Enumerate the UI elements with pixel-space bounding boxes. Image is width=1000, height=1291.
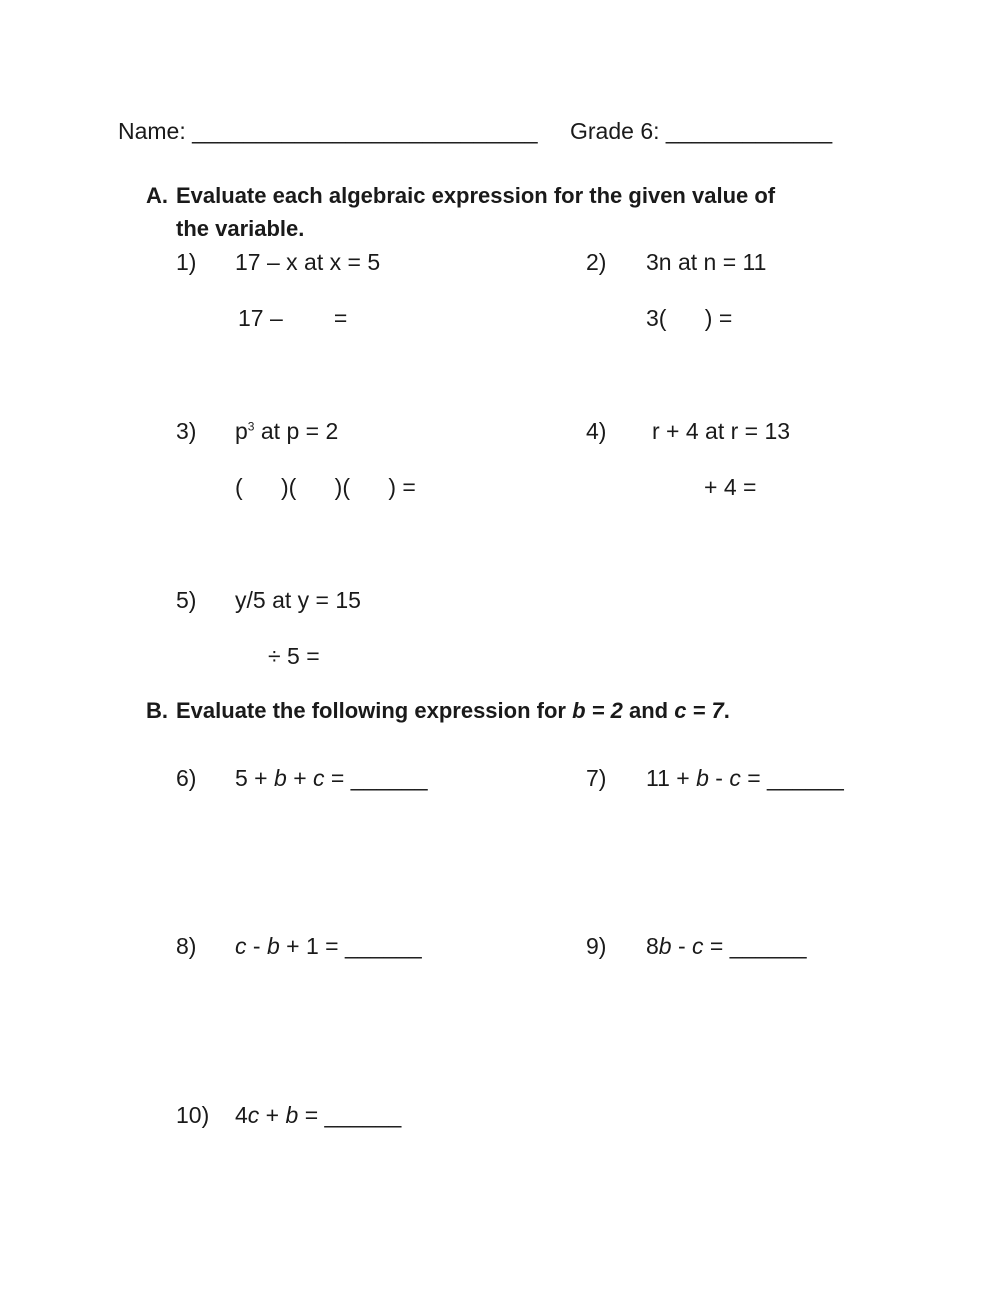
section-b-letter: B. — [146, 698, 168, 723]
section-a-instruction-line1: Evaluate each algebraic expression for the given value of — [176, 183, 776, 208]
problem-8-part2: - — [246, 933, 267, 959]
problem-10-part2: + — [259, 1102, 286, 1128]
problem-6-part2: + — [286, 765, 314, 791]
section-a-instruction-line2: the variable. — [176, 216, 305, 241]
problem-2-expression: 3n at n = 11 — [646, 249, 767, 275]
problem-3-exponent: 3 — [247, 419, 255, 434]
problem-3-number: 3) — [176, 418, 197, 444]
problem-7-answer-blank: = ______ — [740, 765, 844, 791]
problem-8-answer-blank: + 1 = ______ — [279, 933, 422, 959]
problem-10-part1: 4 — [235, 1102, 248, 1128]
problem-8-expression — [235, 933, 422, 959]
problem-5-number: 5) — [176, 587, 197, 613]
problem-9-expression — [646, 933, 807, 959]
problem-9-number: 9) — [586, 933, 607, 959]
problem-8-var2: b — [266, 933, 280, 959]
problem-3-base: p — [235, 418, 248, 444]
problem-8-number: 8) — [176, 933, 197, 959]
problem-2-work: 3( ) = — [646, 305, 733, 331]
problem-3-work: ( )( )( ) = — [235, 474, 416, 500]
problem-5-expression: y/5 at y = 15 — [235, 587, 361, 613]
name-field-label: Name: ___________________________ — [118, 118, 538, 144]
section-b-val-c: = 7 — [686, 698, 724, 723]
problem-9-var1: b — [658, 933, 672, 959]
problem-4-expression: r + 4 at r = 13 — [652, 418, 791, 444]
problem-6-var1: b — [274, 765, 287, 791]
section-b-instruction — [176, 698, 730, 724]
problem-10-number: 10) — [176, 1102, 210, 1128]
section-a-letter: A. — [146, 183, 168, 208]
problem-1-number: 1) — [176, 249, 197, 275]
problem-7-part1: 11 + — [646, 765, 697, 791]
problem-6-expression — [235, 765, 428, 791]
section-b-val-b: = 2 — [585, 698, 623, 723]
problem-4-work: + 4 = — [704, 474, 757, 500]
section-b-instruction-text: Evaluate the following expression for — [176, 698, 573, 723]
problem-1-work: 17 – = — [238, 305, 348, 331]
problem-9-var2: c — [692, 933, 704, 959]
problem-1-expression: 17 – x at x = 5 — [235, 249, 381, 275]
problem-7-number: 7) — [586, 765, 607, 791]
problem-7-var1: b — [696, 765, 709, 791]
section-b-and: and — [622, 698, 675, 723]
problem-9-answer-blank: = ______ — [703, 933, 807, 959]
problem-3-expression — [235, 418, 338, 444]
problem-2-number: 2) — [586, 249, 607, 275]
problem-8-var1: c — [235, 933, 247, 959]
problem-9-part1: 8 — [646, 933, 659, 959]
problem-10-var2: b — [285, 1102, 299, 1128]
problem-7-part2: - — [708, 765, 730, 791]
problem-6-part1: 5 + — [235, 765, 275, 791]
problem-6-var2: c — [313, 765, 325, 791]
problem-10-expression — [235, 1102, 401, 1128]
section-b-var-c: c — [674, 698, 687, 723]
problem-5-work: ÷ 5 = — [268, 643, 320, 669]
problem-10-var1: c — [247, 1102, 260, 1128]
problem-7-expression — [646, 765, 844, 791]
section-b-period: . — [723, 698, 730, 723]
problem-4-number: 4) — [586, 418, 607, 444]
problem-9-part2: - — [671, 933, 693, 959]
problem-7-var2: c — [729, 765, 741, 791]
section-b-var-b: b — [572, 698, 586, 723]
problem-3-condition: at p = 2 — [254, 418, 339, 444]
problem-6-answer-blank: = ______ — [324, 765, 428, 791]
grade-field-label: Grade 6: _____________ — [570, 118, 833, 144]
problem-10-answer-blank: = ______ — [298, 1102, 402, 1128]
problem-6-number: 6) — [176, 765, 197, 791]
